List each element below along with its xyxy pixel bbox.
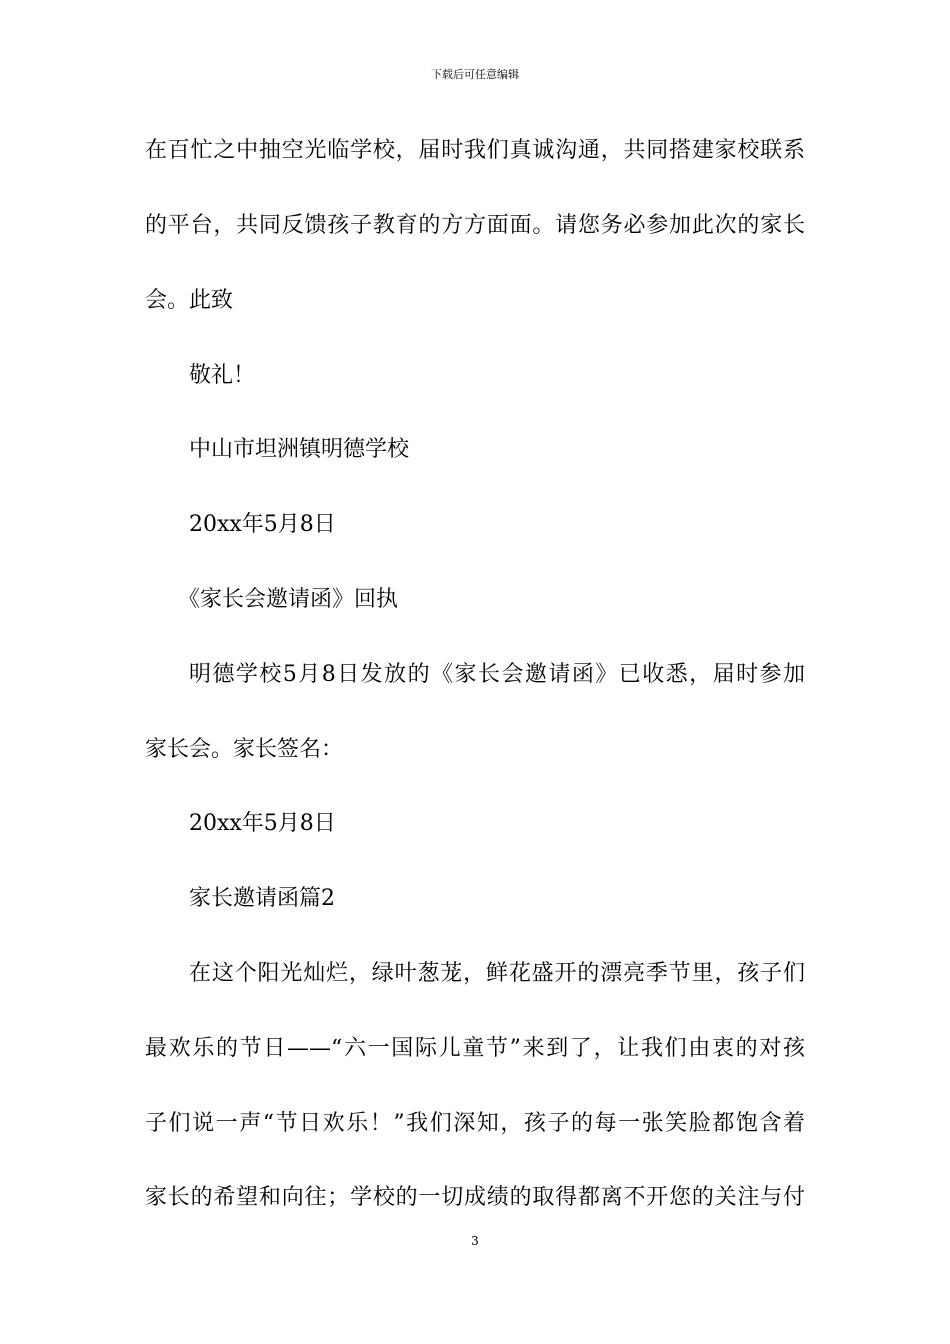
paragraph-line: 家长的希望和向往；学校的一切成绩的取得都离不开您的关注与付 xyxy=(145,1185,805,1210)
closing-salutation: 敬礼！ xyxy=(189,363,256,388)
paragraph-line: 在百忙之中抽空光临学校，届时我们真诚沟通，共同搭建家校联系 xyxy=(145,138,805,163)
signature-school-name: 中山市坦洲镇明德学校 xyxy=(189,437,410,462)
paragraph-line: 家长会。家长签名： xyxy=(145,737,344,762)
page-number: 3 xyxy=(471,1234,479,1248)
page-header-note: 下载后可任意编辑 xyxy=(431,68,519,81)
paragraph-line: 子们说一声“节日欢乐！”我们深知，孩子的每一张笑脸都饱含着 xyxy=(145,1111,805,1136)
paragraph-line: 明德学校5月8日发放的《家长会邀请函》已收悉，届时参加 xyxy=(189,662,805,687)
paragraph-line: 的平台，共同反馈孩子教育的方方面面。请您务必参加此次的家长 xyxy=(145,213,805,238)
section-heading: 家长邀请函篇2 xyxy=(189,886,335,911)
receipt-date: 20xx年5月8日 xyxy=(189,811,336,836)
signature-date: 20xx年5月8日 xyxy=(189,512,336,537)
paragraph-line: 会。此致 xyxy=(145,288,234,313)
paragraph-line: 最欢乐的节日——“六一国际儿童节”来到了，让我们由衷的对孩 xyxy=(145,1036,805,1061)
receipt-title: 《家长会邀请函》回执 xyxy=(178,587,399,612)
paragraph-line: 在这个阳光灿烂，绿叶葱茏，鲜花盛开的漂亮季节里，孩子们 xyxy=(189,961,805,986)
